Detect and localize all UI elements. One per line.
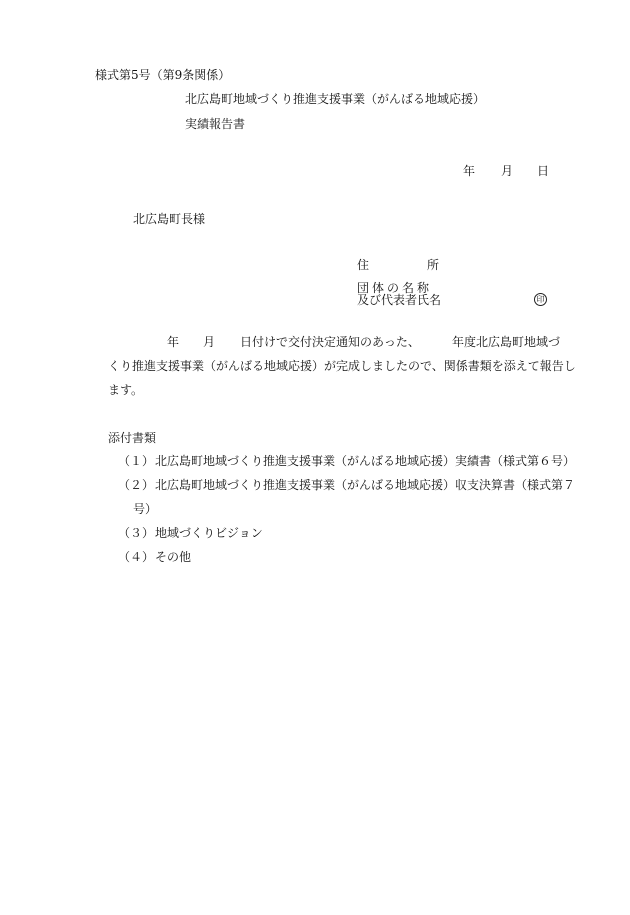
address-label-part1: 住 xyxy=(357,258,370,272)
attachment-number: （１） xyxy=(118,454,155,468)
attachment-item-continuation: 号） xyxy=(133,502,158,516)
date-day-label: 日 xyxy=(537,164,550,178)
attachment-item: 地域づくりビジョン xyxy=(155,526,263,540)
body-date-text: 日付けで交付決定通知のあった、 xyxy=(240,335,420,349)
attachment-number: （３） xyxy=(118,526,155,540)
form-number: 様式第5号（第9条関係） xyxy=(95,68,231,82)
document-subtitle: 実績報告書 xyxy=(185,117,246,131)
date-month-label: 月 xyxy=(501,164,514,178)
body-month-label: 月 xyxy=(203,335,216,349)
attachment-item: 北広島町地域づくり推進支援事業（がんばる地域応援）実績書（様式第６号） xyxy=(155,454,576,468)
seal-icon: 印 xyxy=(534,293,547,306)
body-year-label: 年 xyxy=(167,335,180,349)
attachment-item: 北広島町地域づくり推進支援事業（がんばる地域応援）収支決算書（様式第７ xyxy=(155,478,576,492)
attachments-heading: 添付書類 xyxy=(108,431,157,445)
body-text-line3: ます。 xyxy=(108,383,144,397)
body-fiscal-year-text: 年度北広島町地域づ xyxy=(452,335,561,349)
attachment-item: その他 xyxy=(155,550,192,564)
org-name-label: 団体の名称 xyxy=(357,281,433,295)
attachment-number: （２） xyxy=(118,478,155,492)
addressee: 北広島町長様 xyxy=(133,212,206,226)
representative-label: 及び代表者氏名 xyxy=(357,293,442,307)
attachment-number: （４） xyxy=(118,550,155,564)
document-title: 北広島町地域づくり推進支援事業（がんばる地域応援） xyxy=(185,92,486,106)
date-year-label: 年 xyxy=(463,164,476,178)
address-label-part2: 所 xyxy=(427,258,440,272)
body-text-line2: くり推進支援事業（がんばる地域応援）が完成しましたので、関係書類を添えて報告し xyxy=(108,359,576,373)
